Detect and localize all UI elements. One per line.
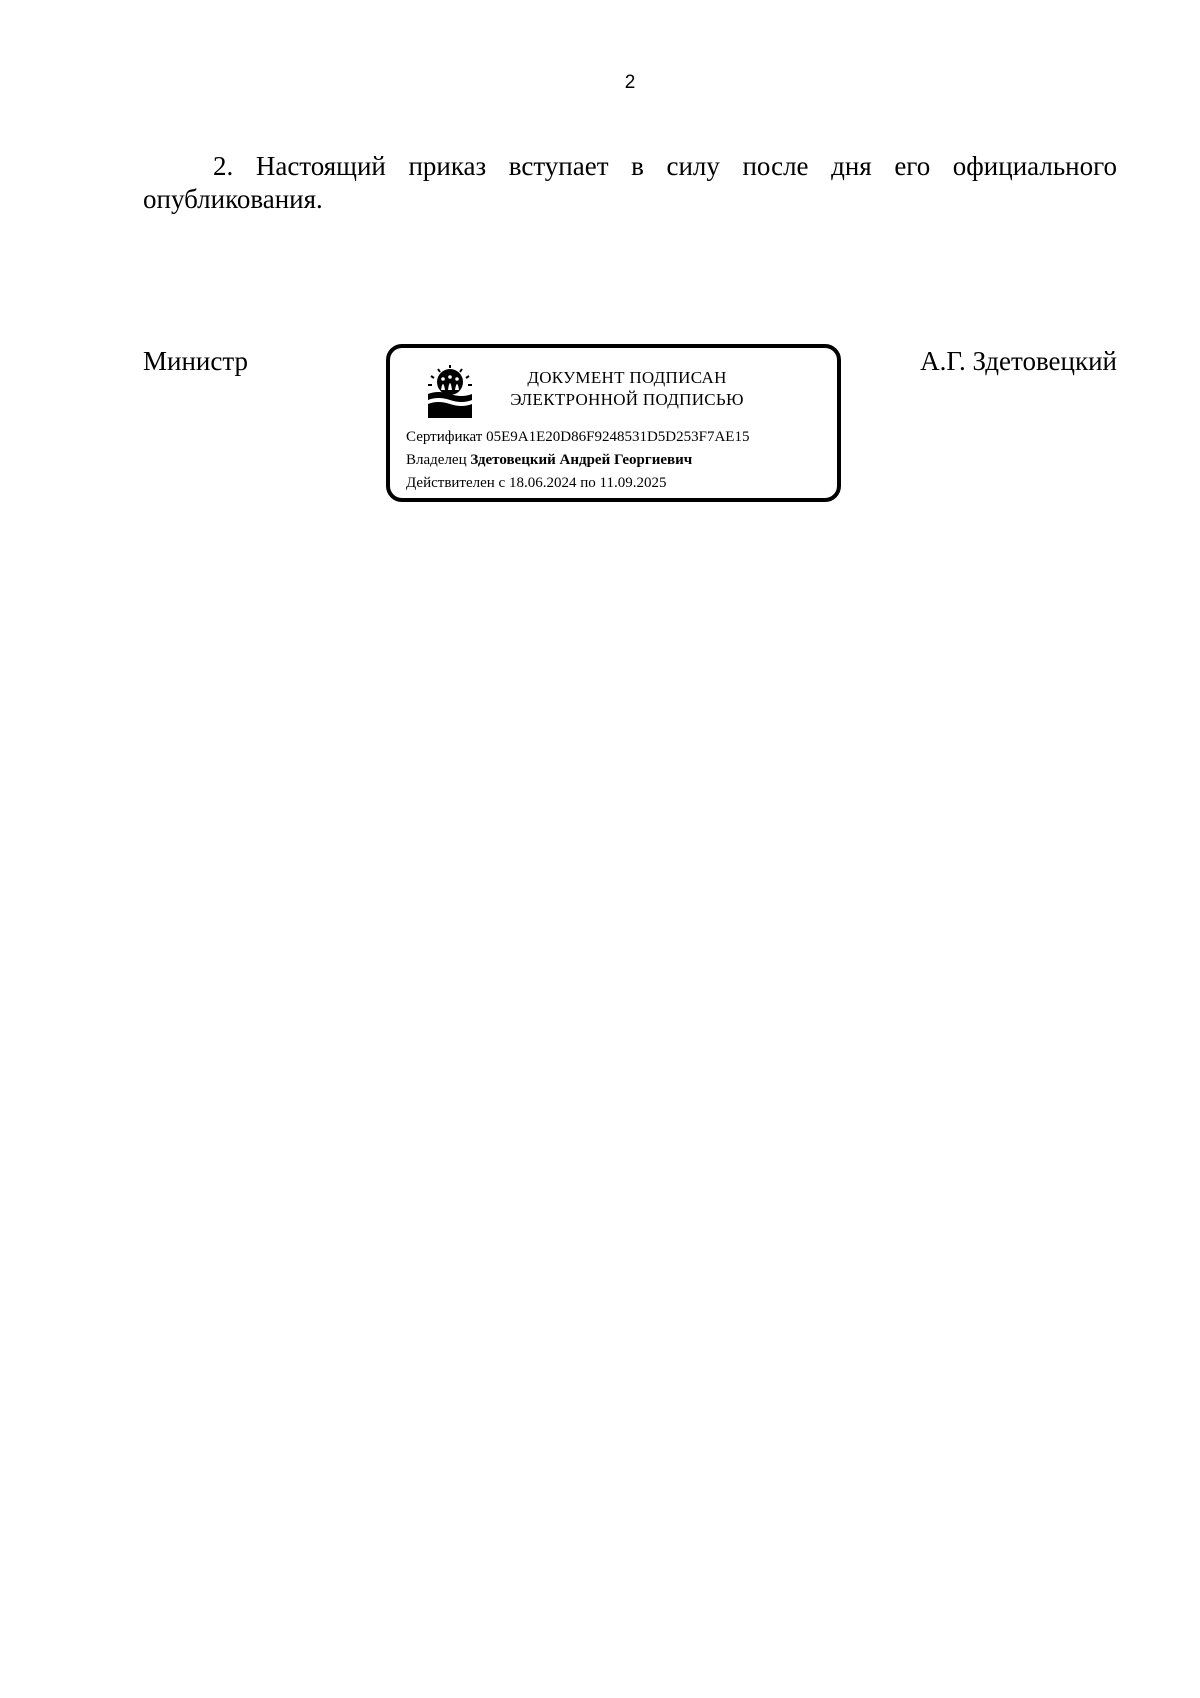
regional-emblem-icon — [426, 364, 474, 418]
valid-to-label: по — [580, 475, 596, 491]
stamp-certificate — [406, 427, 749, 447]
stamp-header — [502, 367, 752, 411]
stamp-header-line-1: ДОКУМЕНТ ПОДПИСАН — [527, 368, 727, 387]
owner-value: Здетовецкий Андрей Георгиевич — [470, 452, 693, 468]
stamp-owner — [406, 450, 692, 470]
valid-from: 18.06.2024 — [508, 475, 577, 491]
owner-label: Владелец — [406, 452, 467, 468]
valid-to: 11.09.2025 — [599, 475, 667, 491]
signer-position: Министр — [143, 346, 248, 376]
electronic-signature-stamp — [386, 344, 841, 502]
valid-label: Действителен с — [406, 475, 506, 491]
order-paragraph: 2. Настоящий приказ вступает в силу после дня его официального опубликования. — [143, 151, 1117, 214]
stamp-validity — [406, 473, 666, 493]
certificate-value: 05E9A1E20D86F9248531D5D253F7AE15 — [486, 429, 750, 445]
signer-name: А.Г. Здетовецкий — [920, 346, 1117, 376]
certificate-label: Сертификат — [406, 429, 483, 445]
page-number: 2 — [624, 72, 636, 93]
stamp-header-line-2: ЭЛЕКТРОННОЙ ПОДПИСЬЮ — [510, 390, 744, 409]
